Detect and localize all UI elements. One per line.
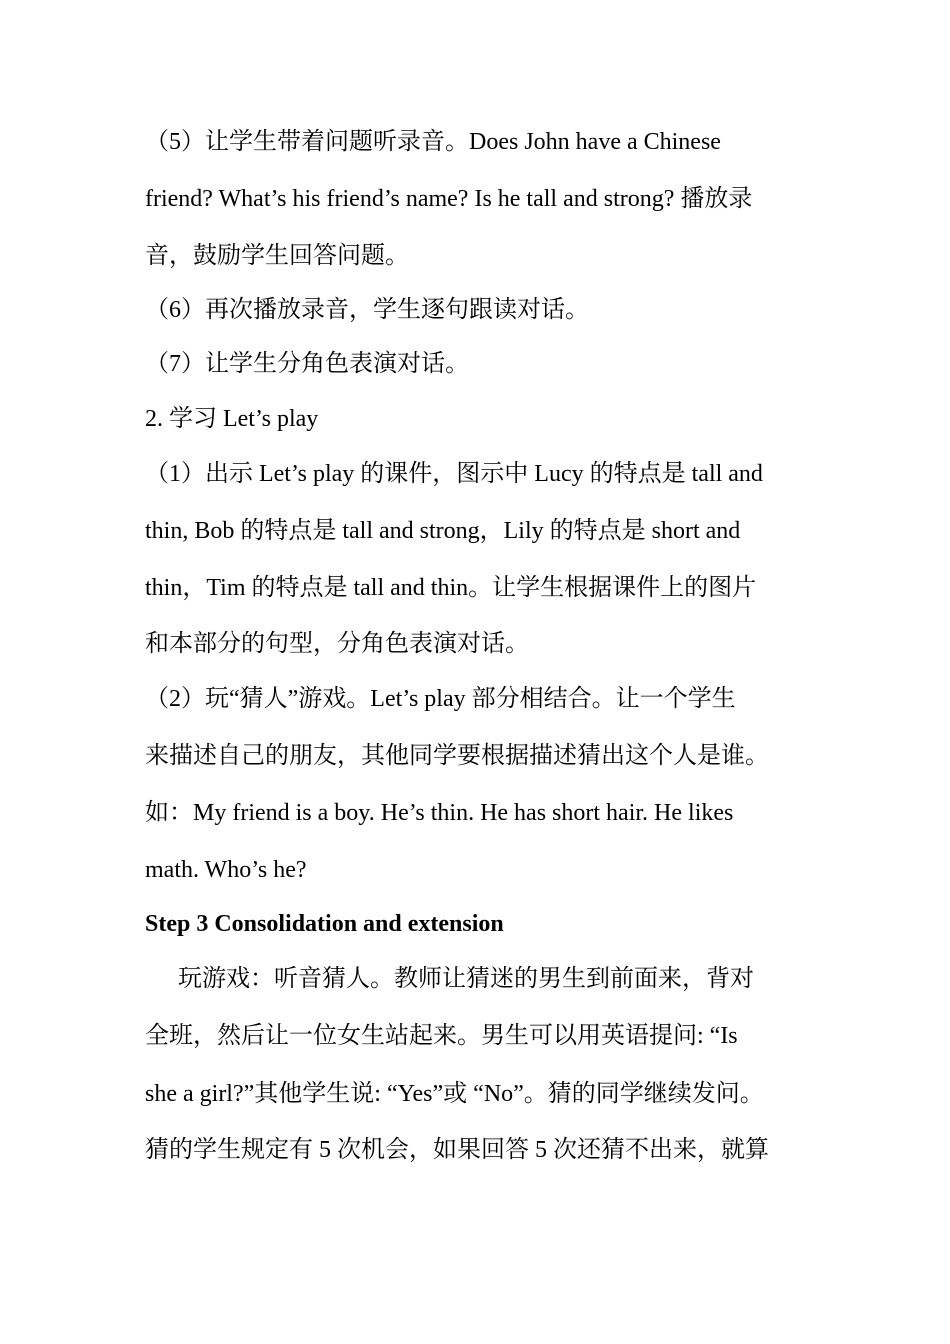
text-line: 玩游戏：听音猜人。教师让猜迷的男生到前面来，背对 bbox=[178, 966, 754, 992]
text-line: 如：My friend is a boy. He’s thin. He has short hair. He likes bbox=[145, 800, 734, 826]
text-line: 音，鼓励学生回答问题。 bbox=[145, 243, 409, 269]
text-line: （2）玩“猜人”游戏。Let’s play 部分相结合。让一个学生 bbox=[145, 686, 736, 712]
text-line: friend? What’s his friend’s name? Is he tall and strong? 播放录 bbox=[145, 186, 753, 212]
text-line: （6）再次播放录音，学生逐句跟读对话。 bbox=[145, 297, 589, 323]
text-line: 全班，然后让一位女生站起来。男生可以用英语提问: “Is bbox=[145, 1023, 738, 1049]
text-line: she a girl?”其他学生说: “Yes”或 “No”。猜的同学继续发问。 bbox=[145, 1081, 764, 1107]
step-heading: Step 3 Consolidation and extension bbox=[145, 911, 504, 937]
text-line: （5）让学生带着问题听录音。Does John have a Chinese bbox=[145, 129, 721, 155]
text-line: （7）让学生分角色表演对话。 bbox=[145, 351, 469, 377]
text-line: 来描述自己的朋友，其他同学要根据描述猜出这个人是谁。 bbox=[145, 743, 769, 769]
text-line: thin, Bob 的特点是 tall and strong，Lily 的特点是 short and bbox=[145, 518, 741, 544]
text-line: 和本部分的句型，分角色表演对话。 bbox=[145, 631, 529, 657]
text-line: （1）出示 Let’s play 的课件，图示中 Lucy 的特点是 tall and bbox=[145, 461, 763, 487]
text-line: math. Who’s he? bbox=[145, 857, 307, 883]
section-heading: 2. 学习 Let’s play bbox=[145, 406, 319, 432]
text-line: thin，Tim 的特点是 tall and thin。让学生根据课件上的图片 bbox=[145, 575, 757, 601]
text-line: 猜的学生规定有 5 次机会，如果回答 5 次还猜不出来，就算 bbox=[145, 1137, 769, 1163]
